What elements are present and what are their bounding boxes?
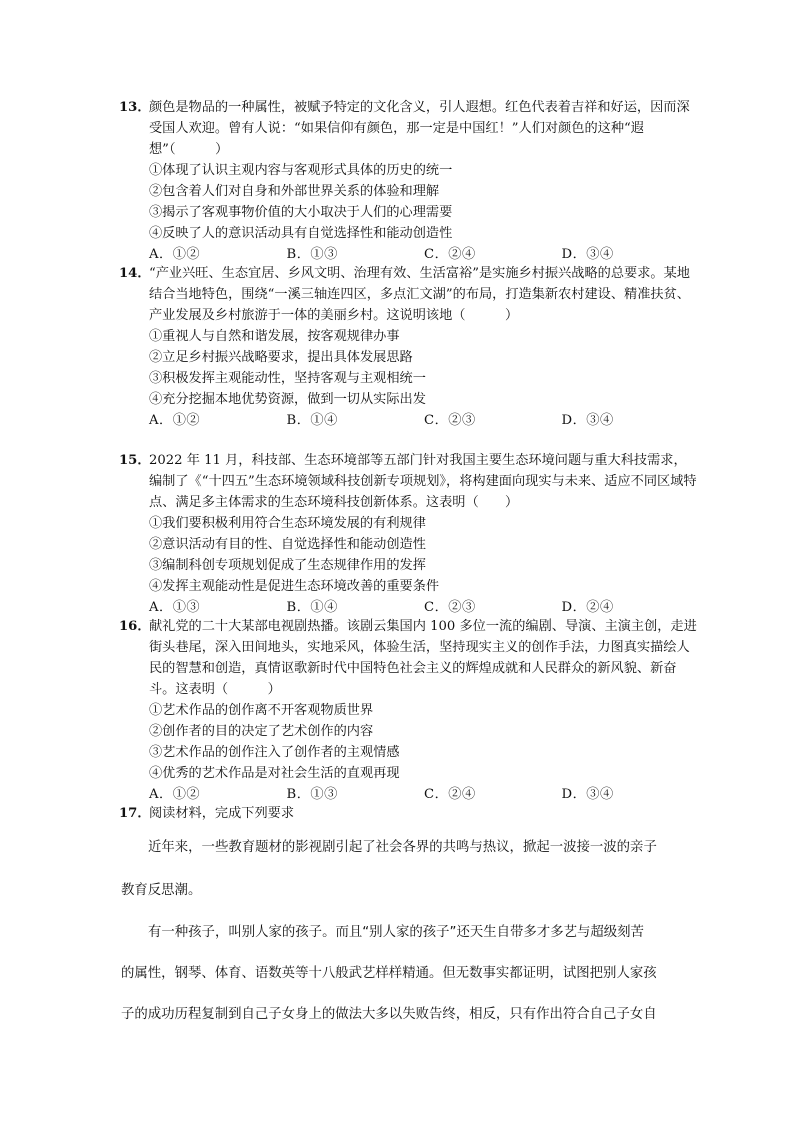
statement-option: ②意识活动有目的性、自觉选择性和能动创造性 xyxy=(149,537,426,552)
answer-choices xyxy=(149,784,699,805)
question-15 xyxy=(119,450,699,618)
choice-a: A．①② xyxy=(149,247,201,262)
passage-line: 的属性，钢琴、体育、语数英等十八般武艺样样精通。但无数事实都证明，试图把别人家孩 xyxy=(121,966,657,981)
passage-paragraph-1 xyxy=(121,837,683,858)
choice-c: C．②④ xyxy=(424,247,476,262)
statement-option: ④充分挖掘本地优势资源，做到一切从实际出发 xyxy=(149,392,426,407)
statement-option: ③编制科创专项规划促成了生态规律作用的发挥 xyxy=(149,558,426,573)
choice-c: C．②③ xyxy=(424,413,476,428)
statement-option: ③艺术作品的创作注入了创作者的主观情感 xyxy=(149,745,400,760)
passage-paragraph-1-cont xyxy=(121,880,683,901)
statement-option: ①重视人与自然和谐发展，按客观规律办事 xyxy=(149,329,400,344)
passage-line: 教育反思潮。 xyxy=(121,883,202,898)
question-number: 14． xyxy=(119,266,151,281)
statement-option: ④优秀的艺术作品是对社会生活的直观再现 xyxy=(149,766,400,781)
statement-option: ①体现了认识主观内容与客观形式具体的历史的统一 xyxy=(149,163,453,178)
choice-d: D．③④ xyxy=(561,787,614,802)
question-stem: 献礼党的二十大某部电视剧热播。该剧云集国内 100 多位一流的编剧、导演、主演主创，走进街头巷尾，深入田间地头，实地采风，体验生活，坚持现实主义的创作手法，力图真实描绘人民的智慧和创造，真情讴歌新时代中国特色社会主义的辉煌成就和人民群众的新风貌、新奋斗。这表明（ ） xyxy=(149,619,697,697)
answer-choices xyxy=(149,410,699,431)
choice-a: A．①③ xyxy=(149,600,201,615)
question-stem: 阅读材料，完成下列要求 xyxy=(149,806,295,821)
choice-d: D．②④ xyxy=(561,600,614,615)
question-stem: 2022 年 11 月，科技部、生态环境部等五部门针对我国主要生态环境问题与重大科技需求，编制了《“十四五”生态环境领域科技创新专项规划》，将构建面向现实与未来、适应不同区域特点、满足多主体需求的生态环境科技创新体系。这表明（ ） xyxy=(149,453,697,510)
question-number: 15． xyxy=(119,453,151,468)
statement-option: ③积极发挥主观能动性，坚持客观与主观相统一 xyxy=(149,371,426,386)
choice-b: B．①④ xyxy=(286,600,338,615)
statement-option: ②立足乡村振兴战略要求，提出具体发展思路 xyxy=(149,350,413,365)
statement-option: ④发挥主观能动性是促进生态环境改善的重要条件 xyxy=(149,579,440,594)
question-number: 17． xyxy=(119,806,151,821)
choice-b: B．①③ xyxy=(286,247,338,262)
choice-d: D．③④ xyxy=(561,413,614,428)
choice-a: A．①② xyxy=(149,787,201,802)
statement-option: ①艺术作品的创作离不开客观物质世界 xyxy=(149,703,374,718)
question-13 xyxy=(119,97,699,265)
answer-choices xyxy=(149,244,699,265)
passage-line: 有一种孩子，叫别人家的孩子。而且“别人家的孩子”还天生自带多才多艺与超级刻苦 xyxy=(148,925,644,940)
choice-b: B．①④ xyxy=(286,413,338,428)
question-14 xyxy=(119,263,699,431)
choice-b: B．①③ xyxy=(286,787,338,802)
question-stem: 颜色是物品的一种属性，被赋予特定的文化含义，引人遐想。红色代表着吉祥和好运，因而深受国人欢迎。曾有人说：“如果信仰有颜色，那一定是中国红！”人们对颜色的这种“遐想”（ ） xyxy=(149,100,690,157)
statement-option: ①我们要积极利用符合生态环境发展的有利规律 xyxy=(149,516,426,531)
choice-a: A．①② xyxy=(149,413,201,428)
passage-paragraph-2-cont xyxy=(121,1004,683,1025)
statement-option: ④反映了人的意识活动具有自觉选择性和能动创造性 xyxy=(149,226,453,241)
statement-option: ②创作者的目的决定了艺术创作的内容 xyxy=(149,724,374,739)
question-17 xyxy=(119,803,699,824)
statement-option: ③揭示了客观事物价值的大小取决于人们的心理需要 xyxy=(149,205,453,220)
question-16 xyxy=(119,616,699,805)
statement-option: ②包含着人们对自身和外部世界关系的体验和理解 xyxy=(149,184,440,199)
passage-paragraph-2-cont xyxy=(121,963,683,984)
passage-line: 子的成功历程复制到自己子女身上的做法大多以失败告终，相反，只有作出符合自己子女自 xyxy=(121,1007,657,1022)
passage-paragraph-2 xyxy=(121,922,683,943)
answer-choices xyxy=(149,597,699,618)
question-number: 16． xyxy=(119,619,151,634)
question-number: 13． xyxy=(119,100,151,115)
question-stem: “产业兴旺、生态宜居、乡风文明、治理有效、生活富裕”是实施乡村振兴战略的总要求。某地结合当地特色，围绕“一溪三轴连四区，多点汇文湖”的布局，打造集新农村建设、精准扶贫、产业发展及乡村旅游于一体的美丽乡村。这说明该地（ ） xyxy=(149,266,690,323)
choice-c: C．②③ xyxy=(424,600,476,615)
passage-line: 近年来，一些教育题材的影视剧引起了社会各界的共鸣与热议，掀起一波接一波的亲子 xyxy=(148,840,657,855)
choice-c: C．②④ xyxy=(424,787,476,802)
choice-d: D．③④ xyxy=(561,247,614,262)
